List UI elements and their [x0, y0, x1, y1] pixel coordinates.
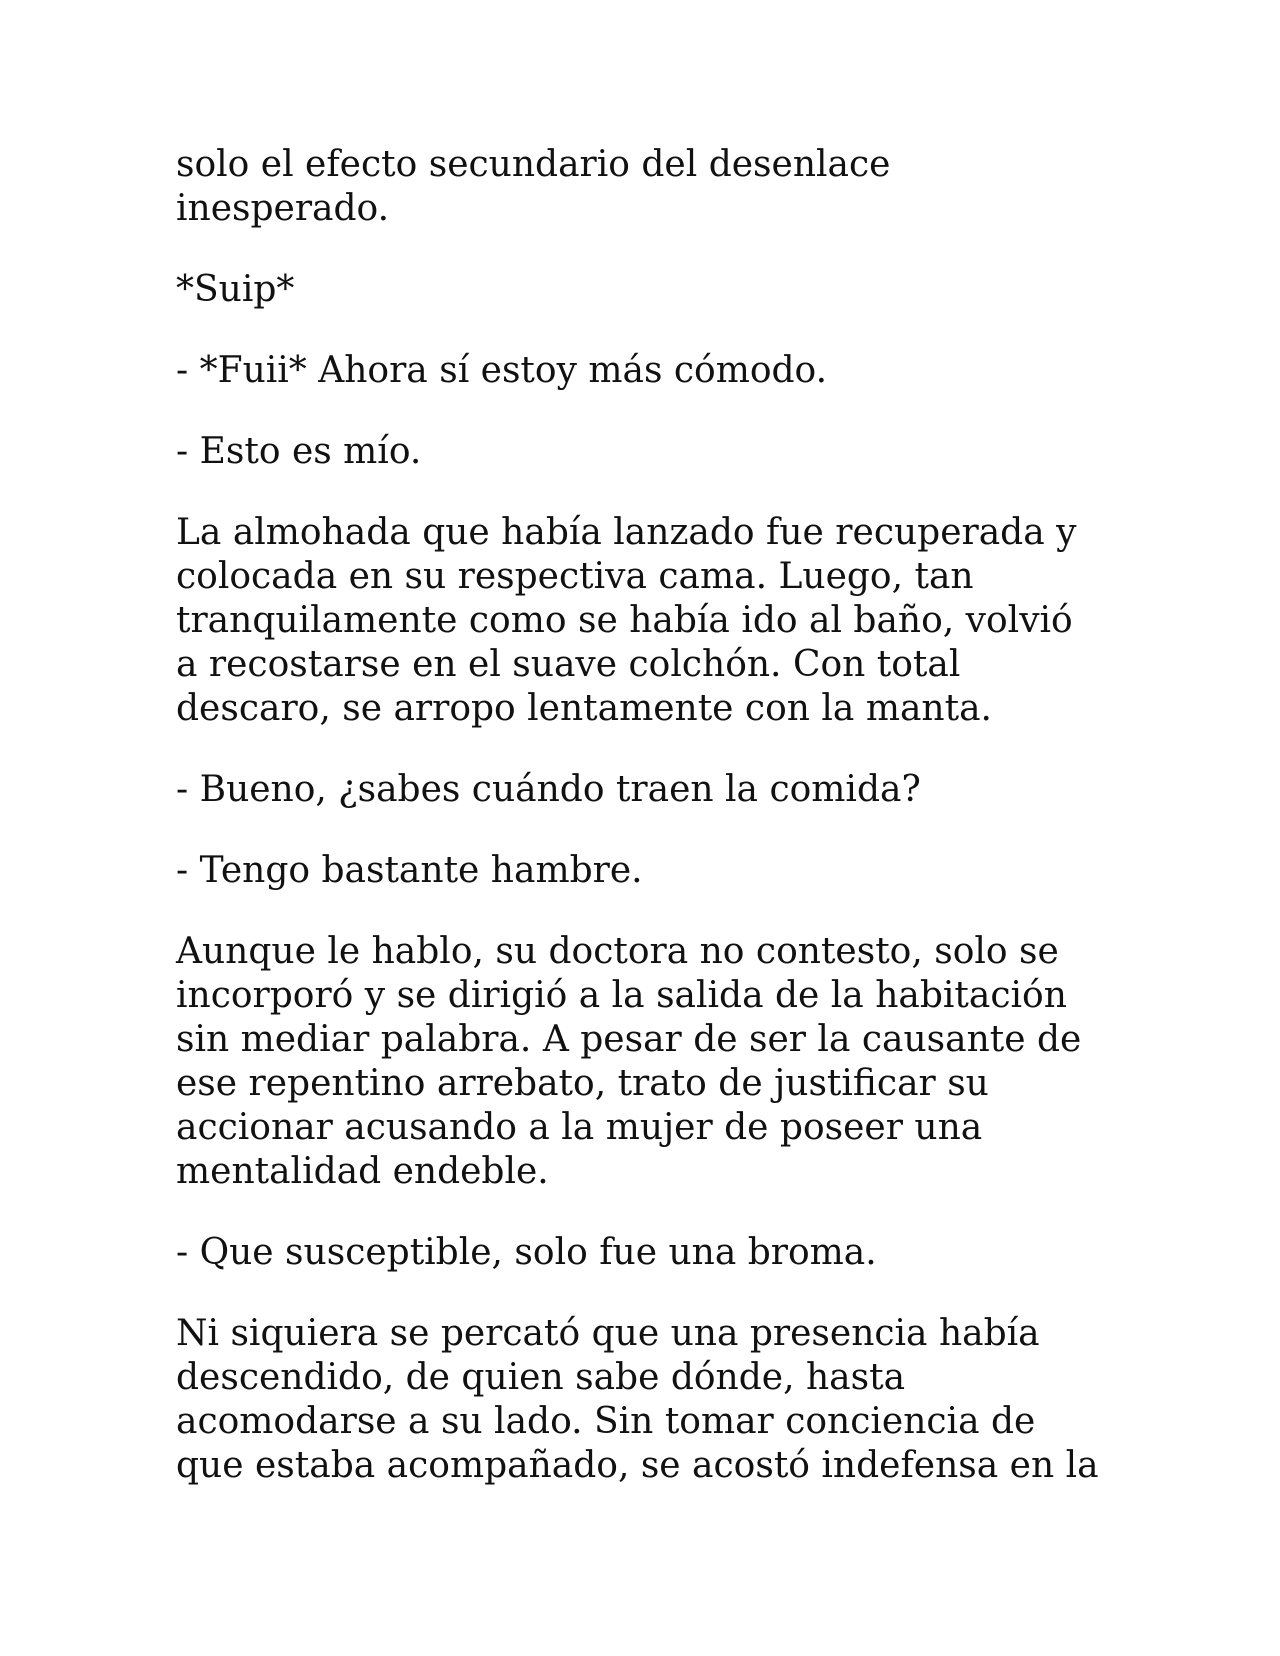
paragraph-10: [176, 1312, 1136, 1488]
paragraph-9: [176, 1231, 1136, 1275]
text-line: - Esto es mío.: [176, 431, 422, 472]
text-line: a recostarse en el suave colchón. Con total: [176, 644, 961, 685]
paragraph-8: [176, 930, 1136, 1194]
text-line: mentalidad endeble.: [176, 1151, 549, 1192]
text-line: acomodarse a su lado. Sin tomar conciencia de: [176, 1401, 1036, 1442]
paragraph-2: [176, 268, 1136, 312]
text-line: solo el efecto secundario del desenlace: [176, 144, 891, 185]
text-line: - Que susceptible, solo fue una broma.: [176, 1232, 877, 1273]
text-line: *Suip*: [176, 269, 295, 310]
text-line: tranquilamente como se había ido al baño, volvió: [176, 600, 1073, 641]
text-line: - Bueno, ¿sabes cuándo traen la comida?: [176, 769, 921, 810]
document-page: [176, 143, 1136, 1525]
paragraph-5: [176, 511, 1136, 731]
text-line: inesperado.: [176, 188, 390, 229]
text-line: descendido, de quien sabe dónde, hasta: [176, 1357, 906, 1398]
text-line: ese repentino arrebato, trato de justificar su: [176, 1063, 989, 1104]
text-line: - *Fuii* Ahora sí estoy más cómodo.: [176, 350, 828, 391]
paragraph-4: [176, 430, 1136, 474]
text-line: Aunque le hablo, su doctora no contesto, solo se: [176, 931, 1059, 972]
text-line: que estaba acompañado, se acostó indefensa en la: [176, 1445, 1099, 1486]
paragraph-6: [176, 768, 1136, 812]
text-line: sin mediar palabra. A pesar de ser la causante de: [176, 1019, 1082, 1060]
text-line: colocada en su respectiva cama. Luego, tan: [176, 556, 974, 597]
paragraph-3: [176, 349, 1136, 393]
paragraph-1: [176, 143, 1136, 231]
text-line: incorporó y se dirigió a la salida de la habitación: [176, 975, 1067, 1016]
text-line: La almohada que había lanzado fue recuperada y: [176, 512, 1077, 553]
paragraph-7: [176, 849, 1136, 893]
text-line: - Tengo bastante hambre.: [176, 850, 643, 891]
text-line: accionar acusando a la mujer de poseer una: [176, 1107, 983, 1148]
text-line: Ni siquiera se percató que una presencia había: [176, 1313, 1040, 1354]
text-line: descaro, se arropo lentamente con la manta.: [176, 688, 992, 729]
